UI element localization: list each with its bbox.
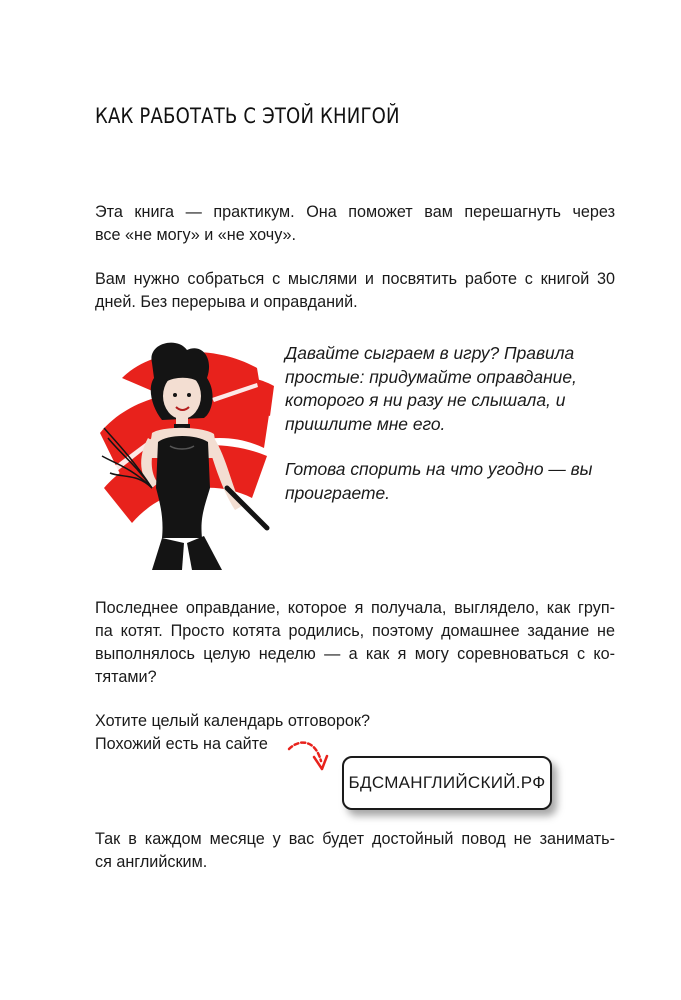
text-line: проиграете. [285,482,390,503]
text-line: Похожий есть на сайте [95,735,268,753]
text-line: Последнее оправдание, которое я получала, выглядело, как груп- [95,599,615,617]
closing-paragraph [95,828,615,874]
text-line: выполнялось целую неделю — а как я могу соревноваться с ко- [95,645,615,663]
woman-with-whip-illustration [92,338,277,570]
calendar-paragraph [95,710,415,756]
text-line: все «не могу» и «не хочу». [95,226,297,244]
text-line: пришлите мне его. [285,413,446,434]
curved-arrow-icon [285,737,335,775]
text-line: дней. Без перерыва и оправданий. [95,293,358,311]
website-link-button[interactable]: БДСМАНГЛИЙСКИЙ.РФ [342,756,552,810]
text-line: Эта книга — практикум. Она поможет вам перешагнуть через [95,203,615,221]
story-paragraph [95,597,615,689]
intro-paragraph-1 [95,201,615,247]
text-line: которого я ни разу не слышала, и [285,390,566,410]
text-line: Давайте сыграем в игру? Правила [285,343,575,363]
text-line: тятами? [95,668,157,686]
text-line: простые: придумайте оправдание, [285,366,577,387]
text-line: Хотите целый календарь отговорок? [95,712,370,730]
text-line: Так в каждом месяце у вас будет достойный повод не занимать- [95,830,615,848]
quote-paragraph-1 [285,342,615,436]
intro-paragraph-2 [95,268,615,314]
text-line: ся английским. [95,853,208,871]
text-line: Вам нужно собраться с мыслями и посвятить работе с книгой 30 [95,270,615,288]
text-line: па котят. Просто котята родились, поэтому домашнее задание не [95,622,615,640]
quote-paragraph-2 [285,458,615,505]
text-line: Готова спорить на что угодно — вы [285,459,593,479]
page-title: КАК РАБОТАТЬ С ЭТОЙ КНИГОЙ [95,104,400,128]
